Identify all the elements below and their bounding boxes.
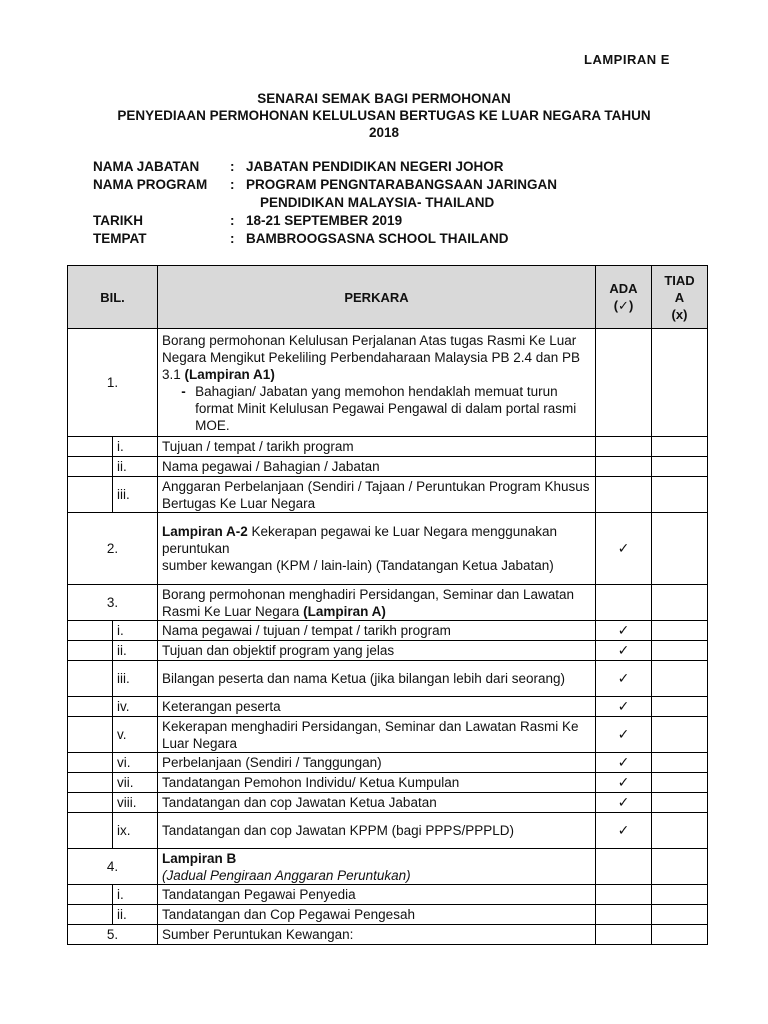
info-colon: : (230, 213, 235, 228)
row-perkara (158, 849, 596, 885)
table-row (68, 905, 708, 925)
info-key-tarikh: TARIKH (93, 213, 143, 228)
sub-number: i. (113, 437, 158, 457)
tick-mark: ✓ (596, 717, 652, 753)
item3-text: Borang permohonan menghadiri Persidangan, Seminar dan Lawatan Rasmi Ke Luar Negara (162, 586, 575, 619)
table-row (68, 329, 708, 437)
row-perkara (158, 585, 596, 621)
sub-number: vi. (113, 753, 158, 773)
sub-number: i. (113, 885, 158, 905)
row-perkara (158, 329, 596, 437)
info-key-jabatan: NAMA JABATAN (93, 159, 200, 174)
sub-text: Tandatangan dan cop Jawatan Ketua Jabatan (158, 793, 596, 813)
table-row (68, 773, 708, 793)
sub-number: ii. (113, 905, 158, 925)
info-value-tarikh: 18-21 SEPTEMBER 2019 (246, 213, 403, 228)
header-ada-label: ADA (609, 281, 638, 296)
header-ada-mark: (✓) (613, 298, 634, 313)
sub-text: Tandatangan Pemohon Individu/ Ketua Kumpulan (158, 773, 596, 793)
info-key-tempat: TEMPAT (93, 231, 147, 246)
info-value-tempat: BAMBROOGSASNA SCHOOL THAILAND (246, 231, 509, 246)
sub-number: ii. (113, 641, 158, 661)
info-value-program: PROGRAM PENGNTARABANGSAAN JARINGAN (246, 177, 558, 192)
table-row (68, 641, 708, 661)
table-row (68, 457, 708, 477)
info-colon: : (230, 231, 235, 246)
header-tiada (652, 266, 708, 329)
item4-bold: Lampiran B (162, 850, 237, 866)
tick-mark: ✓ (596, 621, 652, 641)
sub-text: Tandatangan Pegawai Penyedia (158, 885, 596, 905)
row-tiada (652, 329, 708, 437)
table-row (68, 585, 708, 621)
header-tiada-1: TIAD (664, 272, 695, 288)
row-perkara: Sumber Peruntukan Kewangan: (158, 925, 596, 945)
info-value-jabatan: JABATAN PENDIDIKAN NEGERI JOHOR (246, 159, 504, 174)
table-row (68, 661, 708, 697)
checklist-table (67, 265, 708, 945)
table-row (68, 925, 708, 945)
row-bil: 3. (68, 585, 158, 621)
table-row (68, 813, 708, 849)
lampiran-label: LAMPIRAN E (584, 52, 670, 67)
item1-bullet: Bahagian/ Jabatan yang memohon hendaklah memuat turun format Minit Kelulusan Pegawai Pengawal di dalam portal rasmi MOE. (195, 383, 577, 433)
sub-text: Anggaran Perbelanjaan (Sendiri / Tajaan / Peruntukan Program Khusus Bertugas Ke Luar Negara (158, 477, 596, 513)
info-colon: : (230, 177, 235, 192)
sub-text: Nama pegawai / Bahagian / Jabatan (158, 457, 596, 477)
table-row (68, 621, 708, 641)
sub-number: vii. (113, 773, 158, 793)
header-ada (596, 266, 652, 329)
sub-number: viii. (113, 793, 158, 813)
sub-text: Kekerapan menghadiri Persidangan, Seminar dan Lawatan Rasmi Ke Luar Negara (158, 717, 596, 753)
tick-mark: ✓ (596, 661, 652, 697)
item1-bullet-row (162, 383, 591, 434)
tick-mark: ✓ (596, 813, 652, 849)
sub-text: Tandatangan dan Cop Pegawai Pengesah (158, 905, 596, 925)
tick-mark: ✓ (596, 773, 652, 793)
sub-number: iii. (113, 661, 158, 697)
item2-text-2: sumber kewangan (KPM / lain-lain) (Tandatangan Ketua Jabatan) (162, 558, 554, 573)
row-bil: 1. (68, 329, 158, 437)
table-header-row (68, 266, 708, 329)
table-row (68, 697, 708, 717)
tick-mark: ✓ (596, 641, 652, 661)
sub-text: Nama pegawai / tujuan / tempat / tarikh program (158, 621, 596, 641)
sub-text: Keterangan peserta (158, 697, 596, 717)
item1-bold: (Lampiran A1) (184, 366, 275, 382)
sub-number: i. (113, 621, 158, 641)
sub-number: v. (113, 717, 158, 753)
tick-mark: ✓ (596, 697, 652, 717)
header-bil: BIL. (68, 266, 158, 329)
row-bil: 2. (68, 513, 158, 585)
table-row (68, 885, 708, 905)
item1-dash: - (181, 383, 186, 399)
header-tiada-2: A (674, 289, 685, 305)
sub-text: Tujuan / tempat / tarikh program (158, 437, 596, 457)
info-key-program: NAMA PROGRAM (93, 177, 208, 192)
item3-bold: (Lampiran A) (303, 603, 386, 619)
row-perkara (158, 513, 596, 585)
sub-text: Tandatangan dan cop Jawatan KPPM (bagi PPPS/PPPLD) (158, 813, 596, 849)
info-colon: : (230, 159, 235, 174)
table-row (68, 793, 708, 813)
item1-text: Borang permohonan Kelulusan Perjalanan Atas tugas Rasmi Ke Luar Negara Mengikut Pekeliling Perbendaharaan Malaysia PB 2.4 dan PB 3.1 (162, 332, 581, 382)
sub-number: iv. (113, 697, 158, 717)
row-bil: 5. (68, 925, 158, 945)
sub-number: ii. (113, 457, 158, 477)
table-row (68, 437, 708, 457)
sub-text: Tujuan dan objektif program yang jelas (158, 641, 596, 661)
info-block (0, 158, 768, 258)
table-row (68, 717, 708, 753)
tick-mark: ✓ (596, 793, 652, 813)
table-row (68, 477, 708, 513)
sub-number: ix. (113, 813, 158, 849)
sub-number: iii. (113, 477, 158, 513)
table-row (68, 513, 708, 585)
header-perkara: PERKARA (158, 266, 596, 329)
table-row (68, 849, 708, 885)
sub-text: Bilangan peserta dan nama Ketua (jika bilangan lebih dari seorang) (158, 661, 596, 697)
item2-bold: Lampiran A-2 (162, 524, 248, 539)
sub-text: Perbelanjaan (Sendiri / Tanggungan) (158, 753, 596, 773)
title-line-1: SENARAI SEMAK BAGI PERMOHONAN (257, 91, 511, 106)
info-value-program-2: PENDIDIKAN MALAYSIA- THAILAND (260, 195, 495, 210)
row-ada (596, 329, 652, 437)
title-line-3: 2018 (368, 125, 400, 140)
tick-mark: ✓ (596, 753, 652, 773)
title-line-2: PENYEDIAAN PERMOHONAN KELULUSAN BERTUGAS KE LUAR NEGARA TAHUN (117, 108, 651, 123)
item2-text: Kekerapan pegawai ke Luar Negara menggunakan peruntukan (162, 524, 557, 556)
table-row (68, 753, 708, 773)
header-tiada-3: (x) (671, 306, 688, 322)
row-bil: 4. (68, 849, 158, 885)
item4-italic: (Jadual Pengiraan Anggaran Peruntukan) (162, 867, 411, 883)
tick-mark: ✓ (596, 513, 652, 585)
